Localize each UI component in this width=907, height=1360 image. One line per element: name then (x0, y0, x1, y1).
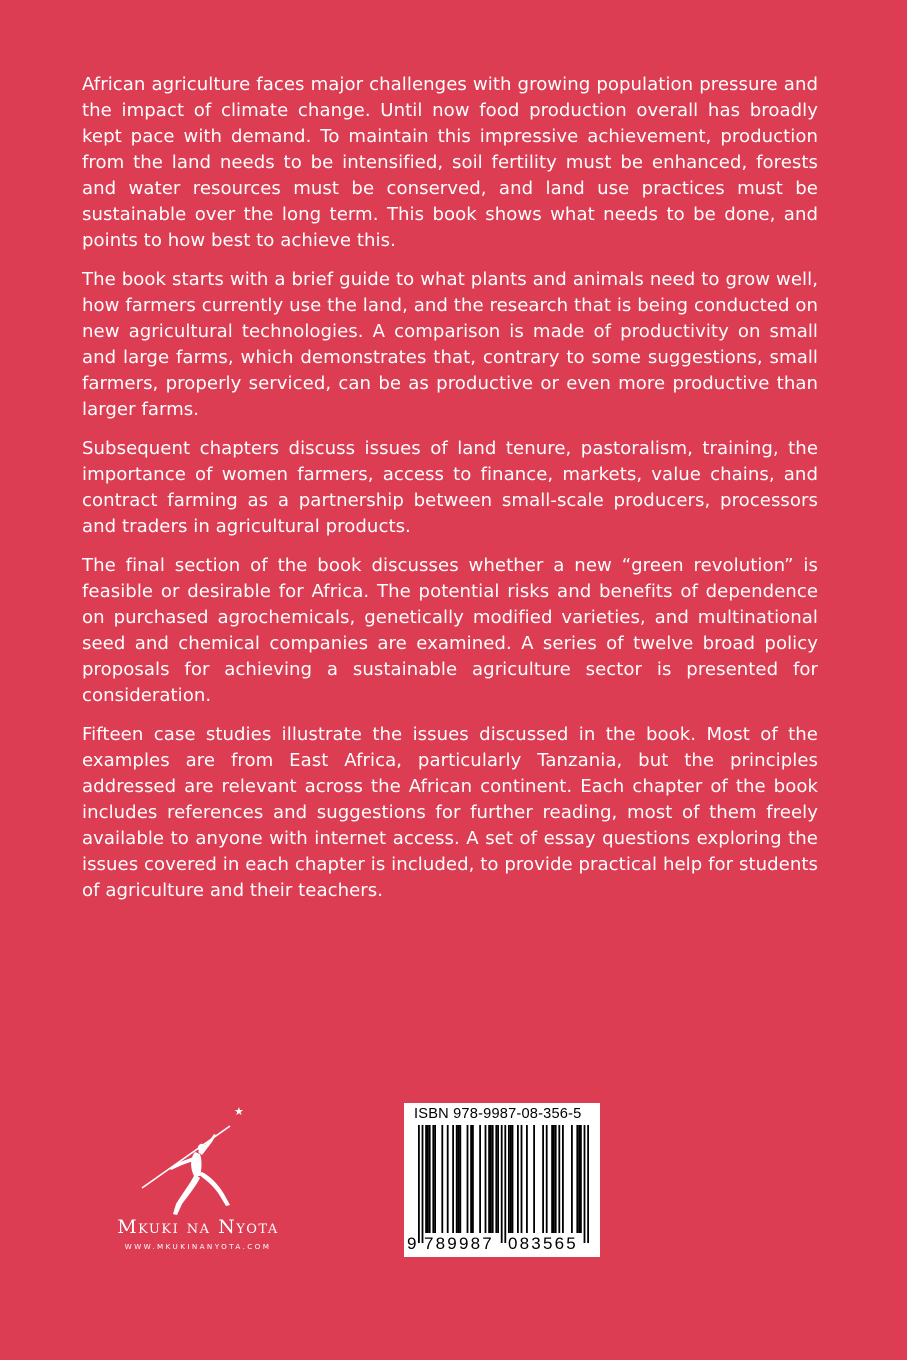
barcode-bar (558, 1125, 560, 1233)
barcode-bar (512, 1125, 514, 1233)
barcode-digits-left: 789987 (424, 1234, 494, 1253)
barcode-bar (587, 1125, 589, 1243)
barcode-bar (584, 1125, 586, 1243)
barcode-bar (521, 1125, 523, 1233)
blurb-paragraph-4: The final section of the book discusses whether a new “green revolution” is feasible or desirable for Africa. The potential risks and benefits of dependence on purchased agrochemicals, genetically modified varieties, and multinational seed and chemical companies are examined. A series of twelve broad policy proposals for achieving a sustainable agriculture sector is presented for consideration. (82, 555, 818, 706)
barcode-bar (452, 1125, 454, 1233)
barcode-bar (458, 1125, 460, 1233)
barcode-bar (441, 1125, 443, 1233)
blurb-paragraph-5: Fifteen case studies illustrate the issues discussed in the book. Most of the examples are from East Africa, particularly Tanzania, but the principles addressed are relevant across the African continent. Each chapter of the book includes references and suggestions for further reading, most of them freely available to anyone with internet access. A set of essay questions exploring the issues covered in each chapter is included, to provide practical help for students of agriculture and their teachers. (82, 724, 818, 901)
barcode-bar (459, 1125, 461, 1233)
barcode-bar (467, 1125, 469, 1233)
star-icon: ★ (234, 1105, 244, 1118)
barcode-bar (580, 1125, 582, 1233)
spear-thrower-figure-icon (140, 1118, 240, 1220)
barcode-bar (571, 1125, 573, 1233)
barcode-bar (422, 1125, 424, 1243)
barcode-bar (479, 1125, 481, 1233)
back-cover-blurb (82, 72, 818, 917)
barcode-digits-right: 083565 (508, 1234, 578, 1253)
blurb-paragraph-1: African agriculture faces major challenges with growing population pressure and the impact of climate change. Until now food production overall has broadly kept pace with demand. To maintain this impressive achievement, production from the land needs to be intensified, soil fertility must be enhanced, forests and water resources must be conserved, and land use practices must be sustainable over the long term. This book shows what needs to be done, and points to how best to achieve this. (82, 74, 818, 251)
barcode-bar (551, 1125, 553, 1233)
barcode-bar (456, 1125, 458, 1233)
barcode-bar (533, 1125, 535, 1233)
barcode-bar (472, 1125, 474, 1233)
barcode-bar (490, 1125, 492, 1233)
publisher-logo (60, 1100, 370, 1260)
barcode-digit-lead: 9 (407, 1234, 417, 1253)
barcode-bar (553, 1125, 555, 1233)
isbn-label: ISBN 978-9987-08-356-5 (414, 1106, 582, 1122)
publisher-url: WWW.MKUKINANYOTA.COM (124, 1242, 272, 1251)
blurb-paragraph-2: The book starts with a brief guide to what plants and animals need to grow well, how farmers currently use the land, and the research that is being conducted on new agricultural technologies. A comparison is made of productivity on small and large farms, which demonstrates that, contrary to some suggestions, small farmers, properly serviced, can be as productive or even more productive than larger farms. (82, 269, 818, 420)
blurb-paragraph-3: Subsequent chapters discuss issues of land tenure, pastoralism, training, the importance of women farmers, access to finance, markets, value chains, and contract farming as a partnership between small-scale producers, processors and traders in agricultural products. (82, 438, 818, 537)
barcode-bar (504, 1125, 506, 1243)
barcode-bar (485, 1125, 487, 1233)
barcode-bar (546, 1125, 548, 1233)
barcode-bar (542, 1125, 544, 1233)
barcode-bar (555, 1125, 557, 1233)
barcode-bar (576, 1125, 578, 1233)
barcode-bar (492, 1125, 494, 1233)
barcode-bar (470, 1125, 472, 1233)
publisher-name: Mkuki na Nyota (117, 1216, 279, 1238)
barcode-bar (497, 1125, 499, 1233)
barcode-bar (526, 1125, 528, 1233)
barcode-bar (501, 1125, 503, 1243)
barcode-bar (508, 1125, 510, 1233)
isbn-barcode (404, 1103, 600, 1257)
barcode-bar (425, 1125, 427, 1233)
barcode-bar (427, 1125, 429, 1233)
barcode-bar (510, 1125, 512, 1233)
barcode-bar (578, 1125, 580, 1233)
barcode-bar (447, 1125, 449, 1233)
barcode-bar (562, 1125, 564, 1233)
barcode-bar (434, 1125, 436, 1233)
barcode-bar (517, 1125, 519, 1233)
barcode-bar (495, 1125, 497, 1233)
barcode-digits (404, 1233, 600, 1255)
barcode-bar (418, 1125, 420, 1243)
barcode-bar (432, 1125, 434, 1233)
barcode-bar (429, 1125, 431, 1233)
barcode-bar (488, 1125, 490, 1233)
